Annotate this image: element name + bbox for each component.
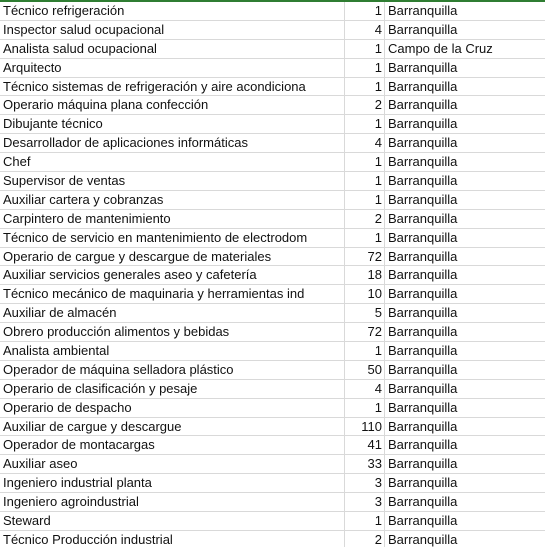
city-cell[interactable]: Barranquilla [388, 173, 458, 189]
job-title-cell[interactable]: Obrero producción alimentos y bebidas [0, 323, 345, 341]
job-title-cell[interactable]: Operador de montacargas [0, 436, 345, 454]
city-cell[interactable]: Barranquilla [388, 229, 458, 245]
city-cell[interactable]: Barranquilla [388, 3, 458, 18]
vacancies-cell[interactable]: 10 [345, 285, 385, 303]
job-title-cell[interactable]: Técnico sistemas de refrigeración y aire acondiciona [0, 78, 345, 96]
vacancies-cell[interactable]: 1 [345, 512, 385, 530]
job-title-cell[interactable]: Desarrollador de aplicaciones informáticas [0, 134, 345, 152]
table-row [0, 342, 545, 361]
vacancies-cell[interactable]: 1 [345, 342, 385, 360]
vacancies-cell[interactable]: 41 [345, 436, 385, 454]
table-row [0, 436, 545, 455]
city-cell[interactable]: Barranquilla [388, 78, 458, 94]
city-cell[interactable]: Barranquilla [388, 399, 458, 415]
job-title-cell[interactable]: Auxiliar cartera y cobranzas [0, 191, 345, 209]
city-cell[interactable]: Barranquilla [388, 494, 458, 510]
city-cell[interactable]: Barranquilla [388, 191, 458, 207]
city-cell[interactable]: Barranquilla [388, 324, 458, 340]
table-row [0, 248, 545, 267]
city-cell[interactable]: Barranquilla [388, 475, 458, 491]
table-row [0, 512, 545, 531]
vacancies-cell[interactable]: 2 [345, 531, 385, 547]
table-row [0, 2, 545, 21]
job-title-cell[interactable]: Supervisor de ventas [0, 172, 345, 190]
vacancies-cell[interactable]: 1 [345, 2, 385, 20]
job-title-cell[interactable]: Carpintero de mantenimiento [0, 210, 345, 228]
vacancies-cell[interactable]: 18 [345, 266, 385, 284]
vacancies-cell[interactable]: 1 [345, 115, 385, 133]
job-title-cell[interactable]: Técnico Producción industrial [0, 531, 345, 547]
table-row [0, 304, 545, 323]
city-cell[interactable]: Barranquilla [388, 267, 458, 283]
city-cell[interactable]: Barranquilla [388, 418, 458, 434]
vacancies-cell[interactable]: 1 [345, 229, 385, 247]
table-row [0, 40, 545, 59]
job-title-cell[interactable]: Ingeniero agroindustrial [0, 493, 345, 511]
city-cell[interactable]: Barranquilla [388, 456, 458, 472]
vacancies-cell[interactable]: 3 [345, 493, 385, 511]
job-title-cell[interactable]: Operario de cargue y descargue de materiales [0, 248, 345, 266]
job-title-cell[interactable]: Operario de despacho [0, 399, 345, 417]
city-cell[interactable]: Barranquilla [388, 531, 458, 547]
table-row [0, 418, 545, 437]
table-row [0, 229, 545, 248]
city-cell[interactable]: Barranquilla [388, 286, 458, 302]
vacancies-cell[interactable]: 3 [345, 474, 385, 492]
table-row [0, 493, 545, 512]
table-row [0, 323, 545, 342]
city-cell[interactable]: Barranquilla [388, 135, 458, 151]
city-cell[interactable]: Barranquilla [388, 154, 458, 170]
vacancies-cell[interactable]: 4 [345, 380, 385, 398]
vacancies-cell[interactable]: 1 [345, 153, 385, 171]
city-cell[interactable]: Barranquilla [388, 97, 458, 113]
job-title-cell[interactable]: Steward [0, 512, 345, 530]
table-row [0, 455, 545, 474]
vacancies-cell[interactable]: 72 [345, 248, 385, 266]
city-cell[interactable]: Barranquilla [388, 361, 458, 377]
city-cell[interactable]: Barranquilla [388, 248, 458, 264]
job-title-cell[interactable]: Técnico de servicio en mantenimiento de electrodom [0, 229, 345, 247]
vacancies-cell[interactable]: 1 [345, 78, 385, 96]
vacancies-cell[interactable]: 50 [345, 361, 385, 379]
vacancies-cell[interactable]: 1 [345, 172, 385, 190]
city-cell[interactable]: Barranquilla [388, 343, 458, 359]
table-row [0, 78, 545, 97]
job-title-cell[interactable]: Auxiliar aseo [0, 455, 345, 473]
table-row [0, 361, 545, 380]
job-title-cell[interactable]: Chef [0, 153, 345, 171]
table-row [0, 172, 545, 191]
job-title-cell[interactable]: Inspector salud ocupacional [0, 21, 345, 39]
table-row [0, 115, 545, 134]
vacancies-cell[interactable]: 2 [345, 96, 385, 114]
vacancies-cell[interactable]: 1 [345, 191, 385, 209]
vacancies-cell[interactable]: 33 [345, 455, 385, 473]
table-row [0, 134, 545, 153]
job-title-cell[interactable]: Operario de clasificación y pesaje [0, 380, 345, 398]
table-row [0, 21, 545, 40]
job-title-cell[interactable]: Operario máquina plana confección [0, 96, 345, 114]
table-row [0, 266, 545, 285]
table-row [0, 191, 545, 210]
job-title-cell[interactable]: Auxiliar de almacén [0, 304, 345, 322]
vacancies-cell[interactable]: 4 [345, 21, 385, 39]
city-cell[interactable]: Barranquilla [388, 210, 458, 226]
vacancies-cell[interactable]: 72 [345, 323, 385, 341]
city-cell[interactable]: Barranquilla [388, 59, 458, 75]
job-title-cell[interactable]: Analista salud ocupacional [0, 40, 345, 58]
table-row [0, 380, 545, 399]
vacancies-cell[interactable]: 110 [345, 418, 385, 436]
city-cell[interactable]: Barranquilla [388, 437, 458, 453]
job-title-cell[interactable]: Técnico mecánico de maquinaria y herramientas ind [0, 285, 345, 303]
job-title-cell[interactable]: Auxiliar servicios generales aseo y cafetería [0, 266, 345, 284]
city-cell[interactable]: Campo de la Cruz [388, 40, 493, 56]
table-row [0, 153, 545, 172]
job-title-cell[interactable]: Auxiliar de cargue y descargue [0, 418, 345, 436]
vacancies-cell[interactable]: 2 [345, 210, 385, 228]
table-row [0, 399, 545, 418]
table-row [0, 210, 545, 229]
city-cell[interactable]: Barranquilla [388, 380, 458, 396]
job-title-cell[interactable]: Operador de máquina selladora plástico [0, 361, 345, 379]
vacancies-cell[interactable]: 1 [345, 40, 385, 58]
table-row [0, 59, 545, 78]
city-cell[interactable]: Barranquilla [388, 116, 458, 132]
city-cell[interactable]: Barranquilla [388, 305, 458, 321]
job-title-cell[interactable]: Analista ambiental [0, 342, 345, 360]
job-title-cell[interactable]: Ingeniero industrial planta [0, 474, 345, 492]
table-row [0, 474, 545, 493]
vacancies-cell[interactable]: 1 [345, 399, 385, 417]
job-title-cell[interactable]: Arquitecto [0, 59, 345, 77]
city-cell[interactable]: Barranquilla [388, 21, 458, 37]
vacancies-cell[interactable]: 5 [345, 304, 385, 322]
table-row [0, 285, 545, 304]
vacancies-cell[interactable]: 1 [345, 59, 385, 77]
job-title-cell[interactable]: Dibujante técnico [0, 115, 345, 133]
city-cell[interactable]: Barranquilla [388, 513, 458, 529]
vacancies-cell[interactable]: 4 [345, 134, 385, 152]
job-title-cell[interactable]: Técnico refrigeración [0, 2, 345, 20]
table-row [0, 96, 545, 115]
table-row [0, 531, 545, 547]
